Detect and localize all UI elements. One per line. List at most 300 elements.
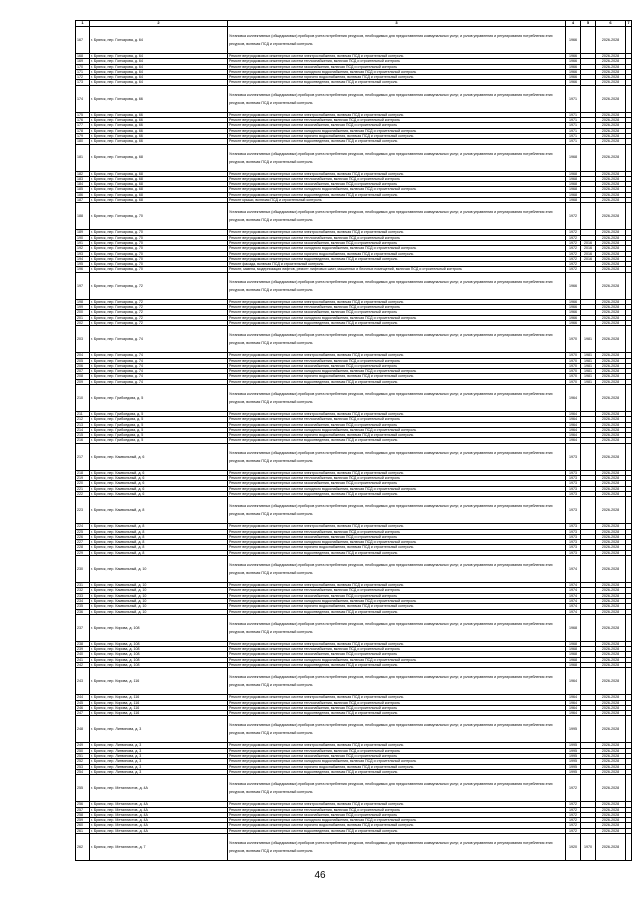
work-type-cell: Установка коллективных (общедомовых) приборов учета потребления ресурсов, необходимых для предоставления коммунальных услуг, и узлов управления и регулирования потребления этих ресурсов, включая ПСД и строительный контроль [228,27,566,54]
work-type-cell: Ремонт внутридомовых инженерных систем холодного водоснабжения, включая ПСД и строительный контроль [228,598,566,603]
address-cell: г. Брянск, пер. Гончарова, д. 64 [90,75,228,80]
year-built-cell: 1972 [566,251,581,256]
year-built-cell: 1964 [566,705,581,710]
work-type-cell: Ремонт внутридомовых инженерных систем теплоснабжения, включая ПСД и строительный контроль [228,647,566,652]
year-built-cell: 1972 [566,802,581,807]
year-repair-cell [581,203,596,230]
row-number: 207 [76,369,90,374]
address-cell: г. Брянск, пер. Кирова, д. 108 [90,657,228,662]
year-built-cell: 1974 [566,556,581,583]
period-cell: 2026-2028 [596,754,626,759]
table-row [76,144,632,171]
year-repair-cell [581,497,596,524]
year-built-cell: 1966 [566,69,581,74]
address-cell: г. Брянск, пер. Кирова, д. 116 [90,705,228,710]
year-built-cell: 1971 [566,128,581,133]
year-built-cell: 1970 [566,379,581,384]
year-built-cell: 1972 [566,235,581,240]
address-cell: г. Брянск, пер. Камвольный, д. 10 [90,588,228,593]
year-built-cell: 1966 [566,272,581,299]
empty-cell [626,443,632,470]
empty-cell [626,716,632,743]
row-number: 226 [76,534,90,539]
row-number: 253 [76,764,90,769]
address-cell: г. Брянск, пер. Кирова, д. 116 [90,711,228,716]
table-body [76,21,632,861]
empty-cell [626,85,632,112]
address-cell: г. Брянск, пер. Гончарова, д. 72 [90,272,228,299]
address-cell: г. Брянск, пер. Грибоедова, д. 5 [90,422,228,427]
column-number: 3 [228,21,566,27]
work-type-cell: Ремонт внутридомовых инженерных систем электроснабжения, включая ПСД и строительный контроль [228,411,566,416]
year-repair-cell [581,272,596,299]
period-cell: 2026-2028 [596,583,626,588]
row-number: 196 [76,267,90,272]
work-type-cell: Ремонт внутридомовых инженерных систем электроснабжения, включая ПСД и строительный контроль [228,583,566,588]
address-cell: г. Брянск, пер. Металлистов, д. 4А [90,807,228,812]
work-type-cell: Ремонт внутридомовых инженерных систем теплоснабжения, включая ПСД и строительный контроль [228,748,566,753]
period-cell: 2026-2028 [596,716,626,743]
year-repair-cell: 1981 [581,379,596,384]
address-cell: г. Брянск, пер. Гончарова, д. 70 [90,230,228,235]
row-number: 246 [76,705,90,710]
work-type-cell: Ремонт внутридомовых инженерных систем газоснабжения, включая ПСД и строительный контроль [228,754,566,759]
year-repair-cell: 1981 [581,358,596,363]
address-cell: г. Брянск, пер. Гончарова, д. 74 [90,374,228,379]
year-repair-cell: 1981 [581,369,596,374]
period-cell: 2026-2028 [596,128,626,133]
row-number: 201 [76,315,90,320]
year-built-cell: 1973 [566,524,581,529]
work-type-cell: Ремонт внутридомовых инженерных систем газоснабжения, включая ПСД и строительный контроль [228,363,566,368]
year-built-cell: 1966 [566,75,581,80]
period-cell: 2026-2028 [596,812,626,817]
year-built-cell: 1964 [566,411,581,416]
year-repair-cell: 2016 [581,240,596,245]
address-cell: г. Брянск, пер. Камвольный, д. 8 [90,497,228,524]
year-built-cell: 1995 [566,716,581,743]
work-type-cell: Ремонт внутридомовых инженерных систем газоснабжения, включая ПСД и строительный контроль [228,652,566,657]
row-number: 238 [76,641,90,646]
row-number: 227 [76,540,90,545]
row-number: 176 [76,118,90,123]
address-cell: г. Брянск, пер. Гончарова, д. 74 [90,369,228,374]
row-number: 228 [76,545,90,550]
empty-cell [626,497,632,524]
work-type-cell: Установка коллективных (общедомовых) приборов учета потребления ресурсов, необходимых для предоставления коммунальных услуг, и узлов управления и регулирования потребления этих ресурсов, включая ПСД и строительный контроль [228,497,566,524]
address-cell: г. Брянск, пер. Гончарова, д. 70 [90,251,228,256]
address-cell: г. Брянск, пер. Гончарова, д. 70 [90,203,228,230]
period-cell: 2026-2028 [596,438,626,443]
row-number: 240 [76,652,90,657]
row-number: 237 [76,614,90,641]
address-cell: г. Брянск, пер. Камвольный, д. 10 [90,604,228,609]
year-built-cell: 1972 [566,240,581,245]
period-cell: 2026-2028 [596,133,626,138]
empty-cell [626,614,632,641]
address-cell: г. Брянск, пер. Литвинова, д. 3 [90,716,228,743]
period-cell: 2026-2028 [596,818,626,823]
work-type-cell: Ремонт внутридомовых инженерных систем газоснабжения, включая ПСД и строительный контроль [228,481,566,486]
work-type-cell: Ремонт внутридомовых инженерных систем горячего водоснабжения, включая ПСД и строительный контроль [228,764,566,769]
year-built-cell: 1968 [566,182,581,187]
period-cell: 2026-2028 [596,69,626,74]
period-cell: 2026-2028 [596,363,626,368]
year-built-cell: 1972 [566,256,581,261]
year-built-cell: 1973 [566,470,581,475]
row-number: 210 [76,384,90,411]
row-number: 229 [76,550,90,555]
column-number: 6 [596,21,626,27]
period-cell: 2026-2028 [596,764,626,769]
year-built-cell: 1968 [566,614,581,641]
period-cell: 2026-2028 [596,54,626,59]
column-number: 2 [90,21,228,27]
work-type-cell: Ремонт крыши, включая ПСД и строительный контроль [228,198,566,203]
year-built-cell: 1972 [566,230,581,235]
address-cell: г. Брянск, пер. Гончарова, д. 66 [90,133,228,138]
period-cell: 2026-2028 [596,411,626,416]
year-built-cell: 1964 [566,711,581,716]
row-number: 248 [76,716,90,743]
year-repair-cell [581,443,596,470]
row-number: 184 [76,182,90,187]
work-type-cell: Ремонт внутридомовых инженерных систем горячего водоснабжения, включая ПСД и строительный контроль [228,433,566,438]
row-number: 205 [76,358,90,363]
empty-cell [626,144,632,171]
work-type-cell: Установка коллективных (общедомовых) приборов учета потребления ресурсов, необходимых для предоставления коммунальных услуг, и узлов управления и регулирования потребления этих ресурсов, включая ПСД и строительный контроль [228,556,566,583]
work-type-cell: Ремонт внутридомовых инженерных систем электроснабжения, включая ПСД и строительный контроль [228,524,566,529]
period-cell: 2026-2028 [596,529,626,534]
year-built-cell: 1964 [566,700,581,705]
address-cell: г. Брянск, пер. Кирова, д. 108 [90,641,228,646]
work-type-cell: Ремонт внутридомовых инженерных систем водоотведения, включая ПСД и строительный контроль [228,663,566,668]
address-cell: г. Брянск, пер. Литвинова, д. 3 [90,759,228,764]
row-number: 232 [76,588,90,593]
work-type-cell: Ремонт внутридомовых инженерных систем теплоснабжения, включая ПСД и строительный контроль [228,529,566,534]
row-number: 230 [76,556,90,583]
work-type-cell: Ремонт внутридомовых инженерных систем электроснабжения, включая ПСД и строительный контроль [228,299,566,304]
year-built-cell: 1972 [566,807,581,812]
table-row [76,497,632,524]
work-type-cell: Установка коллективных (общедомовых) приборов учета потребления ресурсов, необходимых для предоставления коммунальных услуг, и узлов управления и регулирования потребления этих ресурсов, включая ПСД и строительный контроль [228,144,566,171]
period-cell: 2026-2028 [596,369,626,374]
row-number: 175 [76,112,90,117]
year-built-cell: 1968 [566,187,581,192]
row-number: 244 [76,695,90,700]
work-type-cell: Ремонт внутридомовых инженерных систем водоотведения, включая ПСД и строительный контроль [228,192,566,197]
work-type-cell: Ремонт внутридомовых инженерных систем водоотведения, включая ПСД и строительный контроль [228,139,566,144]
work-type-cell: Ремонт внутридомовых инженерных систем горячего водоснабжения, включая ПСД и строительный контроль [228,604,566,609]
work-type-cell: Ремонт внутридомовых инженерных систем горячего водоснабжения, включая ПСД и строительный контроль [228,251,566,256]
address-cell: г. Брянск, пер. Камвольный, д. 6 [90,470,228,475]
work-type-cell: Ремонт внутридомовых инженерных систем холодного водоснабжения, включая ПСД и строительный контроль [228,128,566,133]
year-built-cell: 1966 [566,54,581,59]
address-cell: г. Брянск, пер. Литвинова, д. 3 [90,748,228,753]
work-type-cell: Установка коллективных (общедомовых) приборов учета потребления ресурсов, необходимых для предоставления коммунальных услуг, и узлов управления и регулирования потребления этих ресурсов, включая ПСД и строительный контроль [228,716,566,743]
row-number: 256 [76,802,90,807]
row-number: 203 [76,326,90,353]
work-type-cell: Ремонт внутридомовых инженерных систем газоснабжения, включая ПСД и строительный контроль [228,534,566,539]
year-repair-cell: 2016 [581,246,596,251]
period-cell: 2026-2028 [596,144,626,171]
period-cell: 2026-2028 [596,802,626,807]
row-number: 242 [76,663,90,668]
period-cell: 2026-2028 [596,443,626,470]
row-number: 211 [76,411,90,416]
year-built-cell: 1971 [566,118,581,123]
period-cell: 2026-2028 [596,705,626,710]
table-row [76,716,632,743]
period-cell: 2026-2028 [596,588,626,593]
work-type-cell: Ремонт внутридомовых инженерных систем холодного водоснабжения, включая ПСД и строительный контроль [228,427,566,432]
row-number: 197 [76,272,90,299]
period-cell: 2026-2028 [596,251,626,256]
row-number: 206 [76,363,90,368]
address-cell: г. Брянск, пер. Камвольный, д. 6 [90,481,228,486]
row-number: 215 [76,433,90,438]
address-cell: г. Брянск, пер. Гончарова, д. 68 [90,182,228,187]
work-type-cell: Ремонт внутридомовых инженерных систем горячего водоснабжения, включая ПСД и строительный контроль [228,545,566,550]
year-built-cell: 1966 [566,80,581,85]
row-number: 178 [76,128,90,133]
year-built-cell: 1995 [566,759,581,764]
period-cell: 2026-2028 [596,27,626,54]
work-type-cell: Установка коллективных (общедомовых) приборов учета потребления ресурсов, необходимых для предоставления коммунальных услуг, и узлов управления и регулирования потребления этих ресурсов, включая ПСД и строительный контроль [228,614,566,641]
address-cell: г. Брянск, пер. Кирова, д. 108 [90,652,228,657]
address-cell: г. Брянск, пер. Камвольный, д. 6 [90,476,228,481]
work-type-cell: Ремонт внутридомовых инженерных систем электроснабжения, включая ПСД и строительный контроль [228,641,566,646]
period-cell: 2026-2028 [596,550,626,555]
address-cell: г. Брянск, пер. Гончарова, д. 72 [90,305,228,310]
year-built-cell: 1972 [566,828,581,833]
year-built-cell: 1974 [566,583,581,588]
period-cell: 2026-2028 [596,118,626,123]
work-type-cell: Ремонт внутридомовых инженерных систем холодного водоснабжения, включая ПСД и строительный контроль [228,486,566,491]
work-type-cell: Ремонт внутридомовых инженерных систем газоснабжения, включая ПСД и строительный контроль [228,705,566,710]
period-cell: 2026-2028 [596,123,626,128]
address-cell: г. Брянск, пер. Гончарова, д. 66 [90,128,228,133]
work-type-cell: Ремонт внутридомовых инженерных систем горячего водоснабжения, включая ПСД и строительный контроль [228,374,566,379]
year-built-cell: 1968 [566,176,581,181]
year-built-cell: 1973 [566,534,581,539]
period-cell: 2026-2028 [596,80,626,85]
period-cell: 2026-2028 [596,187,626,192]
work-type-cell: Ремонт внутридомовых инженерных систем водоотведения, включая ПСД и строительный контроль [228,256,566,261]
table-row [76,272,632,299]
period-cell: 2026-2028 [596,497,626,524]
year-built-cell: 1966 [566,64,581,69]
period-cell: 2026-2028 [596,769,626,774]
address-cell: г. Брянск, пер. Гончарова, д. 70 [90,240,228,245]
work-type-cell: Ремонт внутридомовых инженерных систем газоснабжения, включая ПСД и строительный контроль [228,310,566,315]
work-type-cell: Ремонт внутридомовых инженерных систем электроснабжения, включая ПСД и строительный контроль [228,112,566,117]
period-cell: 2026-2028 [596,299,626,304]
period-cell: 2026-2028 [596,417,626,422]
row-number: 220 [76,481,90,486]
work-type-cell: Установка коллективных (общедомовых) приборов учета потребления ресурсов, необходимых для предоставления коммунальных услуг, и узлов управления и регулирования потребления этих ресурсов, включая ПСД и строительный контроль [228,834,566,861]
year-built-cell: 1966 [566,320,581,325]
address-cell: г. Брянск, пер. Гончарова, д. 72 [90,320,228,325]
row-number: 182 [76,171,90,176]
row-number: 170 [76,64,90,69]
work-type-cell: Ремонт внутридомовых инженерных систем холодного водоснабжения, включая ПСД и строительный контроль [228,187,566,192]
row-number: 183 [76,176,90,181]
period-cell: 2026-2028 [596,262,626,267]
row-number: 199 [76,305,90,310]
year-built-cell: 1974 [566,604,581,609]
work-type-cell: Ремонт внутридомовых инженерных систем теплоснабжения, включая ПСД и строительный контроль [228,305,566,310]
row-number: 208 [76,374,90,379]
row-number: 171 [76,69,90,74]
work-type-cell: Ремонт внутридомовых инженерных систем теплоснабжения, включая ПСД и строительный контроль [228,417,566,422]
empty-cell [626,775,632,802]
year-repair-cell [581,668,596,695]
work-type-cell: Ремонт внутридомовых инженерных систем холодного водоснабжения, включая ПСД и строительный контроль [228,69,566,74]
column-number: 4 [566,21,581,27]
row-number: 245 [76,700,90,705]
year-built-cell: 1972 [566,246,581,251]
year-built-cell: 1966 [566,305,581,310]
address-cell: г. Брянск, пер. Гончарова, д. 64 [90,64,228,69]
work-type-cell: Ремонт внутридомовых инженерных систем электроснабжения, включая ПСД и строительный контроль [228,230,566,235]
work-type-cell: Установка коллективных (общедомовых) приборов учета потребления ресурсов, необходимых для предоставления коммунальных услуг, и узлов управления и регулирования потребления этих ресурсов, включая ПСД и строительный контроль [228,203,566,230]
year-built-cell: 1971 [566,112,581,117]
row-number: 257 [76,807,90,812]
address-cell: г. Брянск, пер. Литвинова, д. 3 [90,769,228,774]
work-type-cell: Ремонт внутридомовых инженерных систем теплоснабжения, включая ПСД и строительный контроль [228,176,566,181]
address-cell: г. Брянск, пер. Гончарова, д. 74 [90,353,228,358]
row-number: 189 [76,230,90,235]
address-cell: г. Брянск, пер. Металлистов, д. 7 [90,834,228,861]
year-built-cell: 1974 [566,588,581,593]
row-number: 250 [76,748,90,753]
row-number: 233 [76,593,90,598]
work-type-cell: Ремонт внутридомовых инженерных систем водоотведения, включая ПСД и строительный контроль [228,438,566,443]
year-built-cell: 1964 [566,427,581,432]
row-number: 174 [76,85,90,112]
address-cell: г. Брянск, пер. Кирова, д. 116 [90,700,228,705]
address-cell: г. Брянск, пер. Камвольный, д. 10 [90,556,228,583]
year-repair-cell [581,384,596,411]
row-number: 262 [76,834,90,861]
row-number: 190 [76,235,90,240]
period-cell: 2026-2028 [596,75,626,80]
period-cell: 2026-2028 [596,614,626,641]
address-cell: г. Брянск, пер. Гончарова, д. 66 [90,112,228,117]
address-cell: г. Брянск, пер. Металлистов, д. 4А [90,775,228,802]
period-cell: 2026-2028 [596,524,626,529]
period-cell: 2026-2028 [596,85,626,112]
period-cell: 2026-2028 [596,593,626,598]
row-number: 224 [76,524,90,529]
work-type-cell: Ремонт внутридомовых инженерных систем холодного водоснабжения, включая ПСД и строительный контроль [228,657,566,662]
address-cell: г. Брянск, пер. Гончарова, д. 66 [90,118,228,123]
year-repair-cell [581,27,596,54]
address-cell: г. Брянск, пер. Камвольный, д. 8 [90,545,228,550]
address-cell: г. Брянск, пер. Грибоедова, д. 5 [90,384,228,411]
work-type-cell: Ремонт внутридомовых инженерных систем водоотведения, включая ПСД и строительный контроль [228,609,566,614]
period-cell: 2026-2028 [596,668,626,695]
period-cell: 2026-2028 [596,433,626,438]
table-row [76,85,632,112]
year-built-cell: 1971 [566,139,581,144]
address-cell: г. Брянск, пер. Камвольный, д. 10 [90,593,228,598]
address-cell: г. Брянск, пер. Гончарова, д. 68 [90,176,228,181]
year-built-cell: 1972 [566,818,581,823]
year-built-cell: 1973 [566,486,581,491]
work-type-cell: Ремонт внутридомовых инженерных систем газоснабжения, включая ПСД и строительный контроль [228,422,566,427]
year-built-cell: 1968 [566,144,581,171]
period-cell: 2026-2028 [596,828,626,833]
row-number: 209 [76,379,90,384]
address-cell: г. Брянск, пер. Металлистов, д. 4А [90,812,228,817]
work-type-cell: Ремонт внутридомовых инженерных систем холодного водоснабжения, включая ПСД и строительный контроль [228,369,566,374]
year-built-cell: 1964 [566,438,581,443]
year-built-cell: 1966 [566,299,581,304]
period-cell: 2026-2028 [596,240,626,245]
address-cell: г. Брянск, пер. Гончарова, д. 74 [90,379,228,384]
year-built-cell: 1968 [566,171,581,176]
year-repair-cell [581,716,596,743]
year-built-cell: 1971 [566,85,581,112]
address-cell: г. Брянск, пер. Гончарова, д. 64 [90,80,228,85]
row-number: 198 [76,299,90,304]
year-repair-cell [581,144,596,171]
row-number: 181 [76,144,90,171]
address-cell: г. Брянск, пер. Камвольный, д. 6 [90,491,228,496]
year-built-cell: 1966 [566,310,581,315]
year-repair-cell: 1981 [581,363,596,368]
work-type-cell: Ремонт внутридомовых инженерных систем электроснабжения, включая ПСД и строительный контроль [228,353,566,358]
year-built-cell: 1972 [566,267,581,272]
year-built-cell: 1970 [566,363,581,368]
year-built-cell: 1964 [566,422,581,427]
period-cell: 2026-2028 [596,823,626,828]
year-built-cell: 1920 [566,834,581,861]
period-cell: 2026-2028 [596,320,626,325]
year-repair-cell [581,614,596,641]
row-number: 195 [76,262,90,267]
row-number: 185 [76,187,90,192]
empty-cell [626,326,632,353]
row-number: 259 [76,818,90,823]
year-built-cell: 1972 [566,775,581,802]
work-type-cell: Ремонт внутридомовых инженерных систем теплоснабжения, включая ПСД и строительный контроль [228,588,566,593]
address-cell: г. Брянск, пер. Камвольный, д. 6 [90,443,228,470]
work-type-cell: Ремонт внутридомовых инженерных систем водоотведения, включая ПСД и строительный контроль [228,769,566,774]
period-cell: 2026-2028 [596,379,626,384]
row-number: 168 [76,54,90,59]
period-cell: 2026-2028 [596,358,626,363]
year-built-cell: 1966 [566,27,581,54]
address-cell: г. Брянск, пер. Гончарова, д. 66 [90,123,228,128]
year-built-cell: 1995 [566,769,581,774]
work-type-cell: Ремонт внутридомовых инженерных систем газоснабжения, включая ПСД и строительный контроль [228,123,566,128]
year-repair-cell: 1970 [581,834,596,861]
address-cell: г. Брянск, пер. Гончарова, д. 72 [90,315,228,320]
work-type-cell: Ремонт внутридомовых инженерных систем водоотведения, включая ПСД и строительный контроль [228,550,566,555]
period-cell: 2026-2028 [596,652,626,657]
row-number: 191 [76,240,90,245]
year-built-cell: 1974 [566,598,581,603]
address-cell: г. Брянск, пер. Литвинова, д. 3 [90,764,228,769]
row-number: 251 [76,754,90,759]
work-type-cell: Установка коллективных (общедомовых) приборов учета потребления ресурсов, необходимых для предоставления коммунальных услуг, и узлов управления и регулирования потребления этих ресурсов, включая ПСД и строительный контроль [228,85,566,112]
work-type-cell: Ремонт внутридомовых инженерных систем электроснабжения, включая ПСД и строительный контроль [228,171,566,176]
work-type-cell: Ремонт внутридомовых инженерных систем электроснабжения, включая ПСД и строительный контроль [228,695,566,700]
year-built-cell: 1973 [566,476,581,481]
